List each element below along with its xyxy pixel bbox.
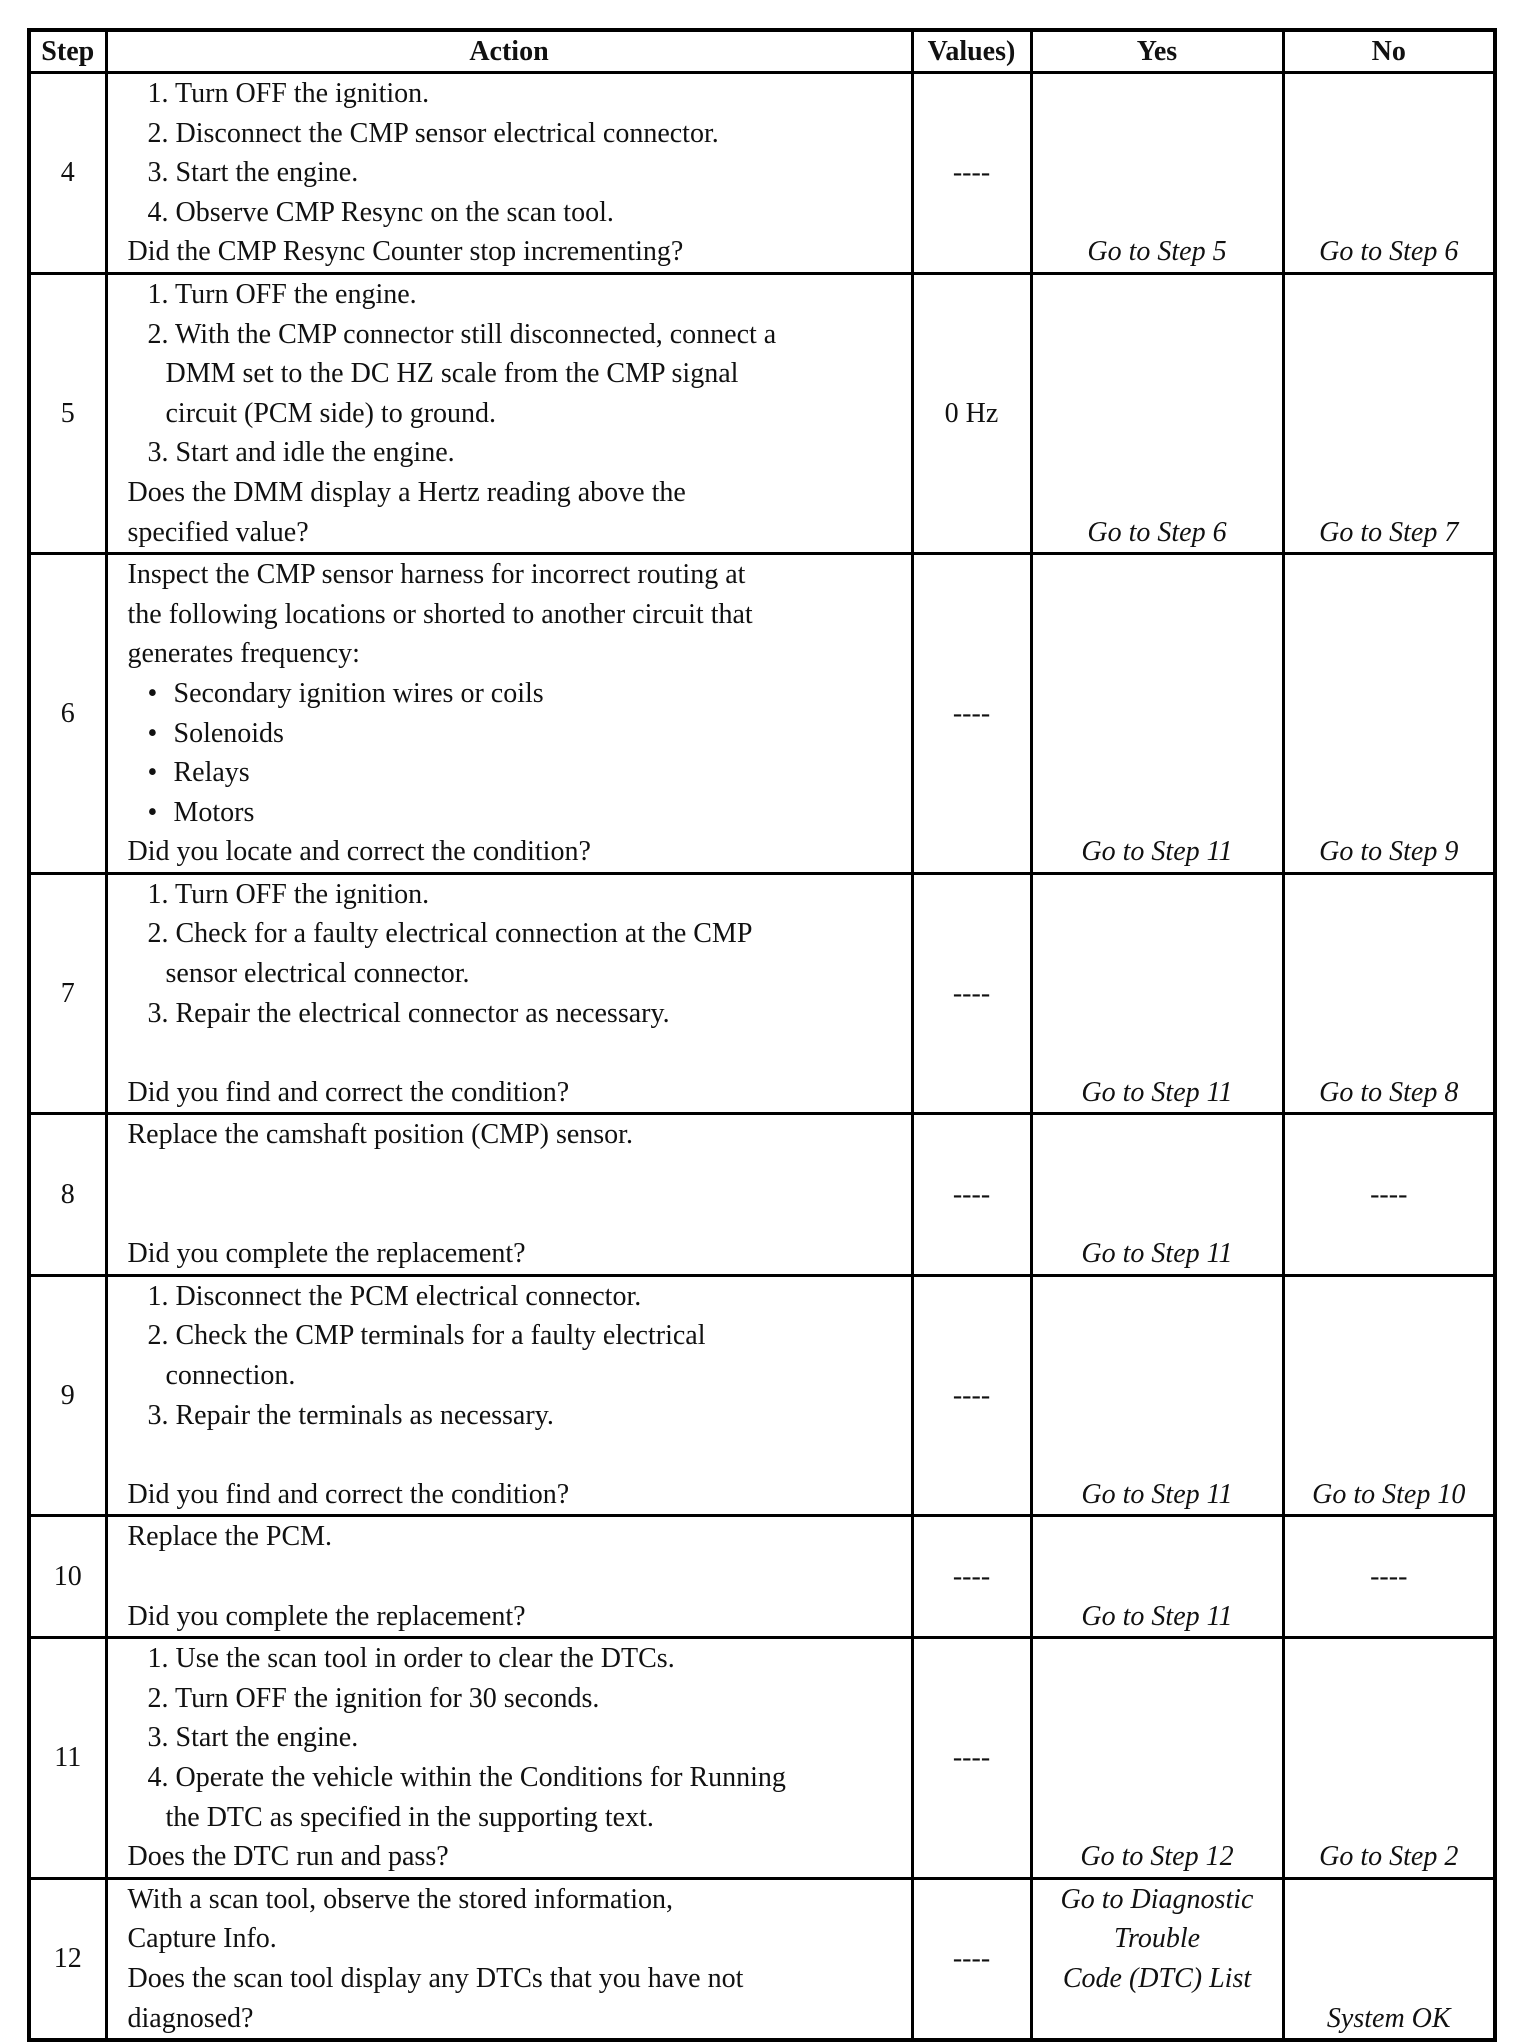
step-number: 5 bbox=[29, 273, 106, 553]
no-result: Go to Step 9 bbox=[1283, 554, 1495, 874]
yes-result: Go to Step 11 bbox=[1031, 1516, 1283, 1638]
table-row-step-7 bbox=[29, 873, 1495, 1114]
bullet-text: Motors bbox=[173, 796, 255, 828]
table-row-step-10 bbox=[29, 1516, 1495, 1638]
bullet-icon: • bbox=[147, 757, 158, 789]
action-line: 3. Repair the electrical connector as necessary. bbox=[147, 997, 670, 1029]
action-line: Replace the camshaft position (CMP) sensor. bbox=[127, 1119, 633, 1151]
step-number: 4 bbox=[29, 73, 106, 274]
bullet-text: Relays bbox=[173, 757, 250, 789]
no-result: Go to Step 7 bbox=[1283, 273, 1495, 553]
yes-result: Go to Step 5 bbox=[1031, 73, 1283, 274]
table-row-step-11 bbox=[29, 1638, 1495, 1879]
action-line: With a scan tool, observe the stored information, bbox=[127, 1883, 674, 1915]
bullet-text: Secondary ignition wires or coils bbox=[173, 677, 544, 709]
table-row-step-12 bbox=[29, 1878, 1495, 2040]
action-line: 3. Repair the terminals as necessary. bbox=[147, 1399, 554, 1431]
action-cell bbox=[106, 1516, 912, 1638]
action-line: the DTC as specified in the supporting text. bbox=[165, 1801, 654, 1833]
header-values: Values) bbox=[912, 30, 1031, 73]
action-question: Does the DTC run and pass? bbox=[127, 1841, 449, 1873]
action-cell bbox=[106, 554, 912, 874]
action-line: 2. Check the CMP terminals for a faulty electrical bbox=[147, 1320, 706, 1352]
header-yes: Yes bbox=[1031, 30, 1283, 73]
yes-result: Go to Step 11 bbox=[1031, 1114, 1283, 1275]
action-line: 2. Turn OFF the ignition for 30 seconds. bbox=[147, 1682, 600, 1714]
action-line: connection. bbox=[165, 1360, 296, 1391]
step-number: 9 bbox=[29, 1275, 106, 1516]
action-line: 3. Start and idle the engine. bbox=[147, 437, 455, 469]
header-row bbox=[29, 30, 1495, 73]
yes-result-line: Trouble bbox=[1113, 1923, 1201, 1955]
action-question: Did you locate and correct the condition? bbox=[127, 836, 591, 868]
action-question: diagnosed? bbox=[127, 2002, 254, 2034]
bullet-item bbox=[128, 793, 905, 833]
action-line: 1. Disconnect the PCM electrical connector. bbox=[147, 1280, 642, 1312]
action-question: Did you complete the replacement? bbox=[127, 1600, 526, 1632]
action-line: Replace the PCM. bbox=[127, 1521, 333, 1553]
table-row-step-6 bbox=[29, 554, 1495, 874]
action-question: Did you find and correct the condition? bbox=[127, 1478, 570, 1510]
value-cell: ---- bbox=[912, 73, 1031, 274]
table-row-step-9 bbox=[29, 1275, 1495, 1516]
header-action: Action bbox=[106, 30, 912, 73]
action-cell bbox=[106, 1275, 912, 1516]
yes-result: Go to Step 6 bbox=[1031, 273, 1283, 553]
action-line: 2. With the CMP connector still disconnected, connect a bbox=[147, 318, 777, 350]
yes-result: Go to Step 12 bbox=[1031, 1638, 1283, 1879]
action-question: specified value? bbox=[127, 516, 309, 548]
action-line: 1. Turn OFF the ignition. bbox=[147, 78, 430, 109]
action-cell bbox=[106, 873, 912, 1114]
value-cell: ---- bbox=[912, 873, 1031, 1114]
value-cell: ---- bbox=[912, 1638, 1031, 1879]
action-question: Does the scan tool display any DTCs that you have not bbox=[127, 1962, 744, 1994]
action-line: 1. Use the scan tool in order to clear the DTCs. bbox=[147, 1643, 675, 1675]
yes-result: Go to Step 11 bbox=[1031, 873, 1283, 1114]
value-cell: ---- bbox=[912, 1878, 1031, 2040]
action-line: Inspect the CMP sensor harness for incorrect routing at bbox=[127, 559, 746, 591]
action-cell bbox=[106, 73, 912, 274]
no-result: ---- bbox=[1283, 1114, 1495, 1275]
yes-result: Go to Step 11 bbox=[1031, 1275, 1283, 1516]
yes-result-line: Go to Diagnostic bbox=[1060, 1883, 1254, 1915]
value-cell: ---- bbox=[912, 1275, 1031, 1516]
no-result: ---- bbox=[1283, 1516, 1495, 1638]
action-line: 1. Turn OFF the ignition. bbox=[147, 878, 430, 910]
action-line: generates frequency: bbox=[127, 638, 360, 670]
yes-result: Go to Step 11 bbox=[1031, 554, 1283, 874]
action-question: Did the CMP Resync Counter stop incrementing? bbox=[127, 236, 684, 268]
value-cell: ---- bbox=[912, 1114, 1031, 1275]
action-line: Capture Info. bbox=[127, 1923, 277, 1955]
no-result: System OK bbox=[1283, 1878, 1495, 2040]
blank-line bbox=[128, 1557, 905, 1597]
action-line: circuit (PCM side) to ground. bbox=[165, 397, 497, 429]
step-number: 6 bbox=[29, 554, 106, 874]
step-number: 12 bbox=[29, 1878, 106, 2040]
blank-line bbox=[128, 1033, 905, 1073]
step-number: 7 bbox=[29, 873, 106, 1114]
blank-line bbox=[128, 1155, 905, 1195]
diagnostic-table bbox=[27, 28, 1497, 2042]
bullet-icon: • bbox=[147, 677, 158, 709]
action-question: Did you find and correct the condition? bbox=[127, 1076, 570, 1108]
bullet-item bbox=[128, 753, 905, 793]
action-line: 3. Start the engine. bbox=[147, 1722, 359, 1754]
action-cell bbox=[106, 273, 912, 553]
no-result: Go to Step 8 bbox=[1283, 873, 1495, 1114]
bullet-icon: • bbox=[147, 796, 158, 828]
blank-line bbox=[128, 1435, 905, 1475]
step-number: 11 bbox=[29, 1638, 106, 1879]
bullet-item bbox=[128, 714, 905, 754]
bullet-text: Solenoids bbox=[173, 717, 284, 749]
blank-line bbox=[128, 1195, 905, 1235]
action-line: 2. Check for a faulty electrical connection at the CMP bbox=[147, 918, 753, 950]
action-line: sensor electrical connector. bbox=[165, 958, 470, 990]
header-step: Step bbox=[29, 30, 106, 73]
step-number: 10 bbox=[29, 1516, 106, 1638]
action-cell bbox=[106, 1878, 912, 2040]
bullet-icon: • bbox=[147, 717, 158, 749]
value-cell: ---- bbox=[912, 1516, 1031, 1638]
action-cell bbox=[106, 1638, 912, 1879]
step-number: 8 bbox=[29, 1114, 106, 1275]
action-line: 4. Operate the vehicle within the Conditions for Running bbox=[147, 1761, 786, 1793]
bullet-item bbox=[128, 674, 905, 714]
no-result: Go to Step 10 bbox=[1283, 1275, 1495, 1516]
header-no: No bbox=[1283, 30, 1495, 73]
value-cell: 0 Hz bbox=[912, 273, 1031, 553]
no-result: Go to Step 2 bbox=[1283, 1638, 1495, 1879]
action-line: 4. Observe CMP Resync on the scan tool. bbox=[147, 196, 614, 228]
action-cell bbox=[106, 1114, 912, 1275]
action-line: DMM set to the DC HZ scale from the CMP signal bbox=[165, 358, 739, 390]
action-line: the following locations or shorted to another circuit that bbox=[127, 598, 753, 630]
table-row-step-8 bbox=[29, 1114, 1495, 1275]
yes-result-line: Code (DTC) List bbox=[1062, 1962, 1252, 1994]
action-question: Did you complete the replacement? bbox=[127, 1238, 526, 1270]
action-line: 2. Disconnect the CMP sensor electrical connector. bbox=[147, 117, 719, 149]
no-result: Go to Step 6 bbox=[1283, 73, 1495, 274]
action-line: 1. Turn OFF the engine. bbox=[147, 278, 417, 310]
yes-result bbox=[1031, 1878, 1283, 2040]
action-line: 3. Start the engine. bbox=[147, 157, 359, 189]
action-question: Does the DMM display a Hertz reading above the bbox=[127, 476, 686, 508]
value-cell: ---- bbox=[912, 554, 1031, 874]
table-row-step-4 bbox=[29, 73, 1495, 274]
table-row-step-5 bbox=[29, 273, 1495, 553]
